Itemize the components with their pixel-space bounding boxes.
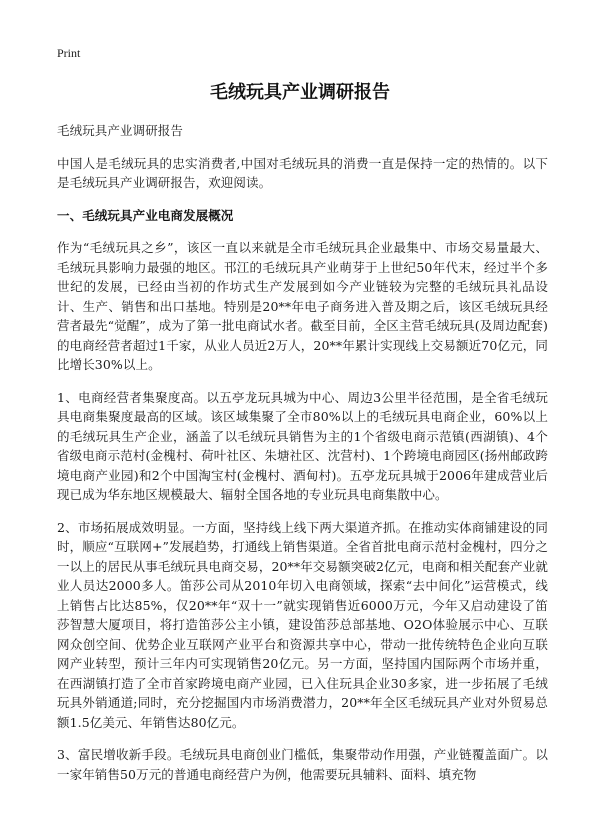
body-paragraph: 2、市场拓展成效明显。一方面，坚持线上线下两大渠道齐抓。在推动实体商铺建设的同时，顺应“互联网+”发展趋势，打通线上销售渠道。全省首批电商示范村金槐村，四分之一以上的居民从事毛绒玩具电商交易，20**年交易额突破2亿元，电商和相关配套产业就业人员达2000多人。笛莎公司从2010年切入电商领域，探索“去中间化”运营模式，线上销售占比达85%，仅20**年“双十一”就实现销售近6000万元，今年又启动建设了笛莎智慧大厦项目，将打造笛莎公主小镇，建设笛莎总部基地、O2O体验展示中心、互联网众创空间、优势企业互联网产业平台和资源共享中心，带动一批传统特色企业向互联网产业转型，预计三年内可实现销售20亿元。另一方面，坚持国内国际两个市场并重，在西湖镇打造了全市首家跨境电商产业园，已入住玩具企业30多家，进一步拓展了毛绒玩具外销通道;同时，充分挖掘国内市场消费潜力，20**年全区毛绒玩具产业对外贸易总额1.5亿美元、年销售达80亿元。 <box>57 519 548 730</box>
article-subtitle: 毛绒玩具产业调研报告 <box>57 123 184 138</box>
body-paragraph: 3、富民增收新手段。毛绒玩具电商创业门槛低，集聚带动作用强，产业链覆盖面广。以一家年销售50万元的普通电商经营户为例，他需要玩具辅料、面料、填充物 <box>57 747 548 782</box>
body-paragraph: 1、电商经营者集聚度高。以五亭龙玩具城为中心、周边3公里半径范围，是全省毛绒玩具电商集聚度最高的区域。该区域集聚了全市80%以上的毛绒玩具电商企业，60%以上的毛绒玩具生产企业，涵盖了以毛绒玩具销售为主的1个省级电商示范镇(西湖镇)、4个省级电商示范村(金槐村、荷叶社区、朱塘社区、沈营村)、1个跨境电商园区(扬州邮政跨境电商产业园)和2个中国淘宝村(金槐村、酒甸村)。五亭龙玩具城于2006年建成营业后现已成为华东地区规模最大、辐射全国各地的专业玩具电商集散中心。 <box>57 389 548 502</box>
body-paragraph: 作为“毛绒玩具之乡”，该区一直以来就是全市毛绒玩具企业最集中、市场交易量最大、毛绒玩具影响力最强的地区。邗江的毛绒玩具产业萌芽于上世纪50年代末，经过半个多世纪的发展，已经由当初的作坊式生产发展到如今产业链较为完整的毛绒玩具礼品设计、生产、销售和出口基地。特别是20**年电子商务进入普及期之后，该区毛绒玩具经营者最先“觉醒”，成为了第一批电商试水者。截至目前，全区主营毛绒玩具(及周边配套)的电商经营者超过1千家，从业人员近2万人，20**年累计实现线上交易额近70亿元，同比增长30%以上。 <box>57 240 548 372</box>
intro-paragraph: 中国人是毛绒玩具的忠实消费者,中国对毛绒玩具的消费一直是保持一定的热情的。以下是毛绒玩具产业调研报告，欢迎阅读。 <box>57 155 548 190</box>
section-heading: 一、毛绒玩具产业电商发展概况 <box>57 207 234 223</box>
page-title: 毛绒玩具产业调研报告 <box>210 82 390 103</box>
article-body <box>57 121 548 797</box>
print-link[interactable]: Print <box>57 46 81 60</box>
